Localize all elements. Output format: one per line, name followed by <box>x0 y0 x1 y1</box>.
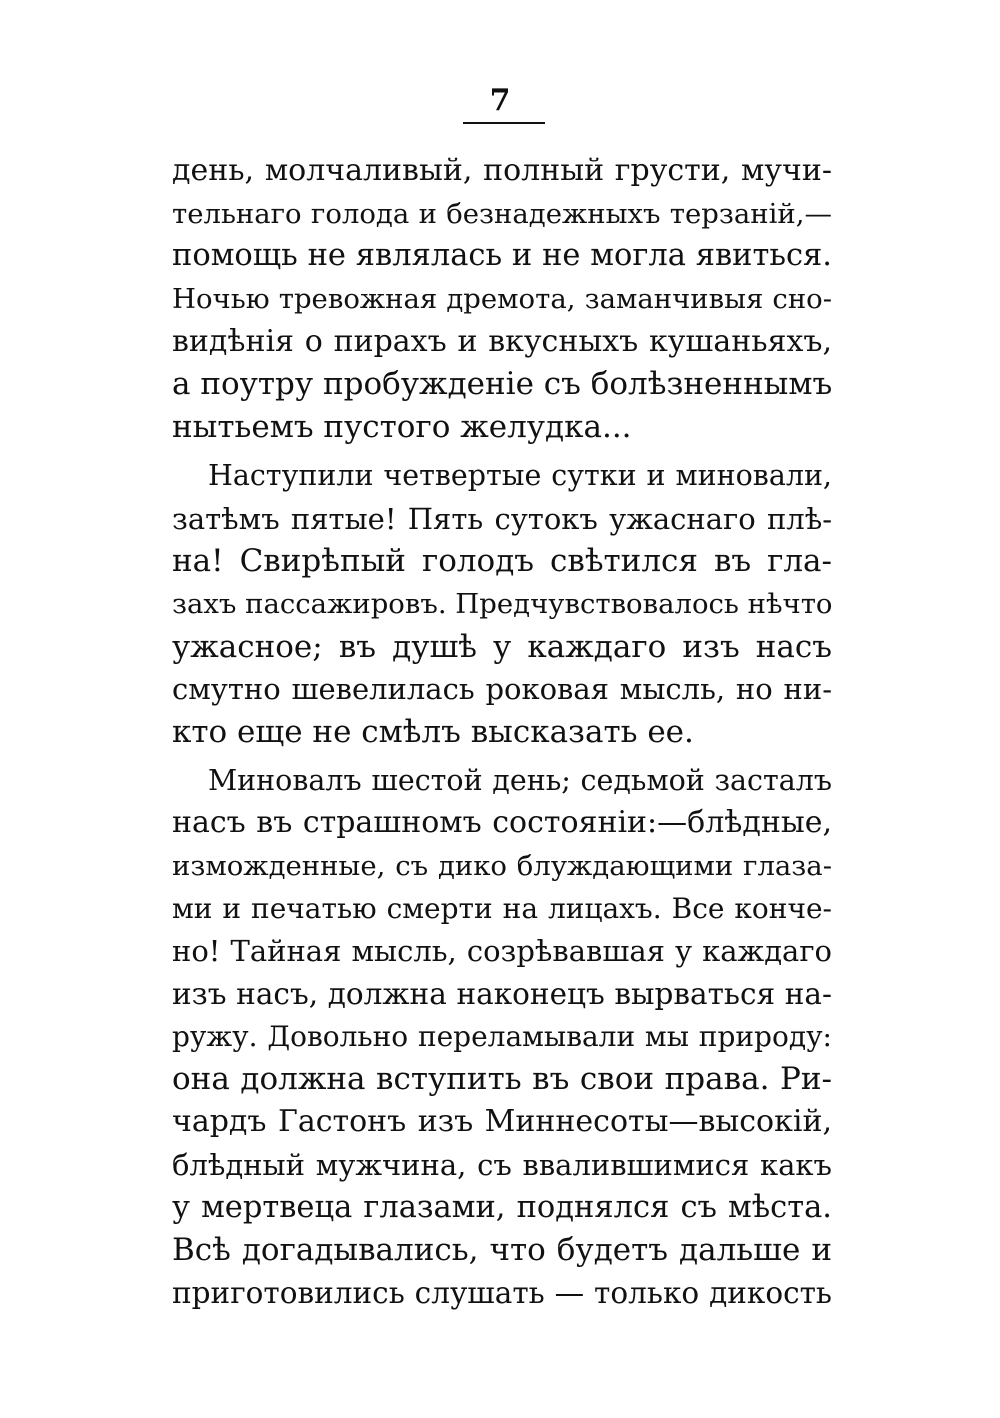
text-line: она должна вступить въ свои права. Ри- <box>172 1061 832 1098</box>
text-line: а поутру пробужденіе съ болѣзненнымъ <box>172 366 833 403</box>
text-line: Всѣ догадывались, что будетъ дальше и <box>172 1232 832 1269</box>
text-line: Наступили четвертые сутки и миновали, <box>208 458 832 492</box>
text-line: захъ пассажировъ. Предчувствовалось нѣчто <box>172 587 833 620</box>
text-line: тельнаго голода и безнадежныхъ терзаній,— <box>172 197 832 230</box>
text-line: кто еще не смѣлъ высказать ее. <box>172 713 694 750</box>
text-line: Ночью тревожная дремота, заманчивыя сно- <box>172 283 832 316</box>
text-line: чардъ Гастонъ изъ Миннесоты—высокій, <box>172 1104 832 1140</box>
text-line: ружу. Довольно переламывали мы природу: <box>172 1019 832 1053</box>
text-line: видѣнія о пирахъ и вкусныхъ кушаньяхъ, <box>172 323 832 359</box>
paragraph-1 <box>172 150 832 449</box>
page-number: 7 <box>489 83 511 118</box>
text-line: Миновалъ шестой день; седьмой засталъ <box>208 763 832 797</box>
text-line: приготовились слушать — только дикость <box>172 1275 832 1310</box>
text-line: изъ насъ, должна наконецъ вырваться на- <box>172 977 832 1012</box>
page-number-rule <box>463 122 545 124</box>
text-line: ми и печатью смерти на лицахъ. Все конче- <box>172 891 832 925</box>
text-line: на! Свирѣпый голодъ свѣтился въ гла- <box>172 543 832 580</box>
text-line: изможденные, съ дико блуждающими глаза- <box>172 850 832 882</box>
paragraph-2 <box>172 455 832 754</box>
text-line: но! Тайная мысль, созрѣвавшая у каждаго <box>172 934 832 969</box>
body-text <box>172 150 832 1321</box>
text-line: блѣдный мужчина, съ ввалившимися какъ <box>172 1147 832 1182</box>
text-line: нытьемъ пустого желудка... <box>172 409 632 446</box>
text-line: ужасное; въ душѣ у каждаго изъ насъ <box>172 628 832 665</box>
text-line: у мертвеца глазами, поднялся съ мѣста. <box>172 1189 832 1225</box>
paragraph-3 <box>172 760 832 1315</box>
text-line: день, молчаливый, полный грусти, мучи- <box>172 153 832 188</box>
text-line: затѣмъ пятые! Пять сутокъ ужаснаго плѣ- <box>172 501 832 536</box>
text-line: помощь не являлась и не могла явиться. <box>172 238 832 274</box>
text-line: смутно шевелилась роковая мысль, но ни- <box>172 672 832 707</box>
text-line: насъ въ страшномъ состояніи:—блѣдные, <box>172 805 832 841</box>
